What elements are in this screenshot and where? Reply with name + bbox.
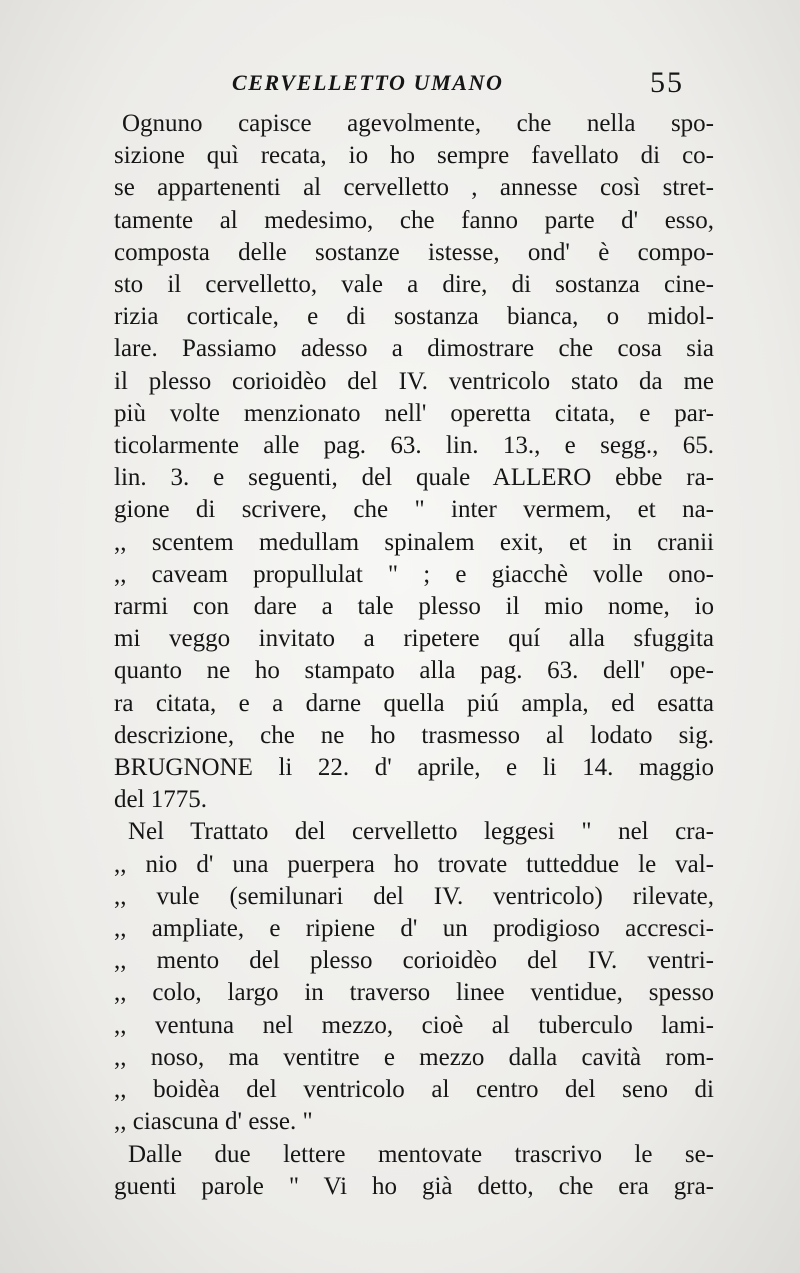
text-line: descrizione, che ne ho trasmesso al lodato sig. bbox=[114, 721, 714, 749]
text-line: Dalle due lettere mentovate trascrivo le se- bbox=[128, 1140, 714, 1168]
text-line: tamente al medesimo, che fanno parte d' esso, bbox=[114, 206, 714, 234]
text-line: ,, ventuna nel mezzo, cioè al tuberculo lami- bbox=[114, 1011, 714, 1039]
text-line: ,, boidèa del ventricolo al centro del seno di bbox=[114, 1076, 714, 1104]
text-line: BRUGNONE li 22. d' aprile, e li 14. maggio bbox=[114, 754, 714, 782]
text-line: sto il cervelletto, vale a dire, di sostanza cine- bbox=[114, 271, 714, 299]
text-line: Ognuno capisce agevolmente, che nella spo- bbox=[122, 110, 714, 137]
page-header bbox=[118, 68, 708, 104]
text-line: rarmi con dare a tale plesso il mio nome, io bbox=[114, 593, 714, 621]
text-line: Nel Trattato del cervelletto leggesi " nel cra- bbox=[128, 818, 714, 846]
text-line: rizia corticale, e di sostanza bianca, o midol- bbox=[114, 303, 714, 331]
text-line: ,, scentem medullam spinalem exit, et in cranii bbox=[114, 528, 714, 556]
text-line: quanto ne ho stampato alla pag. 63. dell' ope- bbox=[114, 657, 714, 685]
text-line: ,, nio d' una puerpera ho trovate tutteddue le val- bbox=[114, 850, 714, 878]
text-line: guenti parole " Vi ho già detto, che era gra- bbox=[114, 1172, 714, 1200]
text-line: ra citata, e a darne quella piú ampla, ed esatta bbox=[114, 689, 714, 717]
text-line: più volte menzionato nell' operetta citata, e par- bbox=[114, 399, 714, 427]
text-line: il plesso corioidèo del IV. ventricolo stato da me bbox=[114, 367, 714, 395]
text-line: gione di scrivere, che " inter vermem, et na- bbox=[114, 496, 714, 524]
text-line: ,, colo, largo in traverso linee ventidue, spesso bbox=[114, 979, 714, 1007]
running-title: CERVELLETTO UMANO bbox=[232, 70, 504, 95]
text-line: composta delle sostanze istesse, ond' è compo- bbox=[114, 238, 714, 266]
text-line: lin. 3. e seguenti, del quale ALLERO ebbe ra- bbox=[114, 464, 714, 492]
text-line: ticolarmente alle pag. 63. lin. 13., e segg., 65. bbox=[114, 432, 714, 460]
text-line: del 1775. bbox=[114, 786, 208, 814]
text-line: ,, vule (semilunari del IV. ventricolo) rilevate, bbox=[114, 882, 714, 910]
text-line: ,, mento del plesso corioidèo del IV. ventri- bbox=[114, 947, 714, 975]
body-text bbox=[114, 108, 714, 1203]
text-line: se appartenenti al cervelletto , annesse così stret- bbox=[114, 174, 714, 202]
text-line: ,, ciascuna d' esse. " bbox=[114, 1108, 313, 1136]
page-number: 55 bbox=[650, 66, 684, 99]
text-line: ,, caveam propullulat " ; e giacchè volle ono- bbox=[114, 560, 714, 588]
text-line: ,, ampliate, e ripiene d' un prodigioso accresci- bbox=[114, 915, 714, 943]
text-line: mi veggo invitato a ripetere quí alla sfuggita bbox=[114, 625, 714, 653]
text-line: lare. Passiamo adesso a dimostrare che cosa sia bbox=[114, 335, 714, 363]
text-line: sizione quì recata, io ho sempre favellato di co- bbox=[114, 142, 714, 170]
text-line: ,, noso, ma ventitre e mezzo dalla cavità rom- bbox=[114, 1043, 714, 1071]
